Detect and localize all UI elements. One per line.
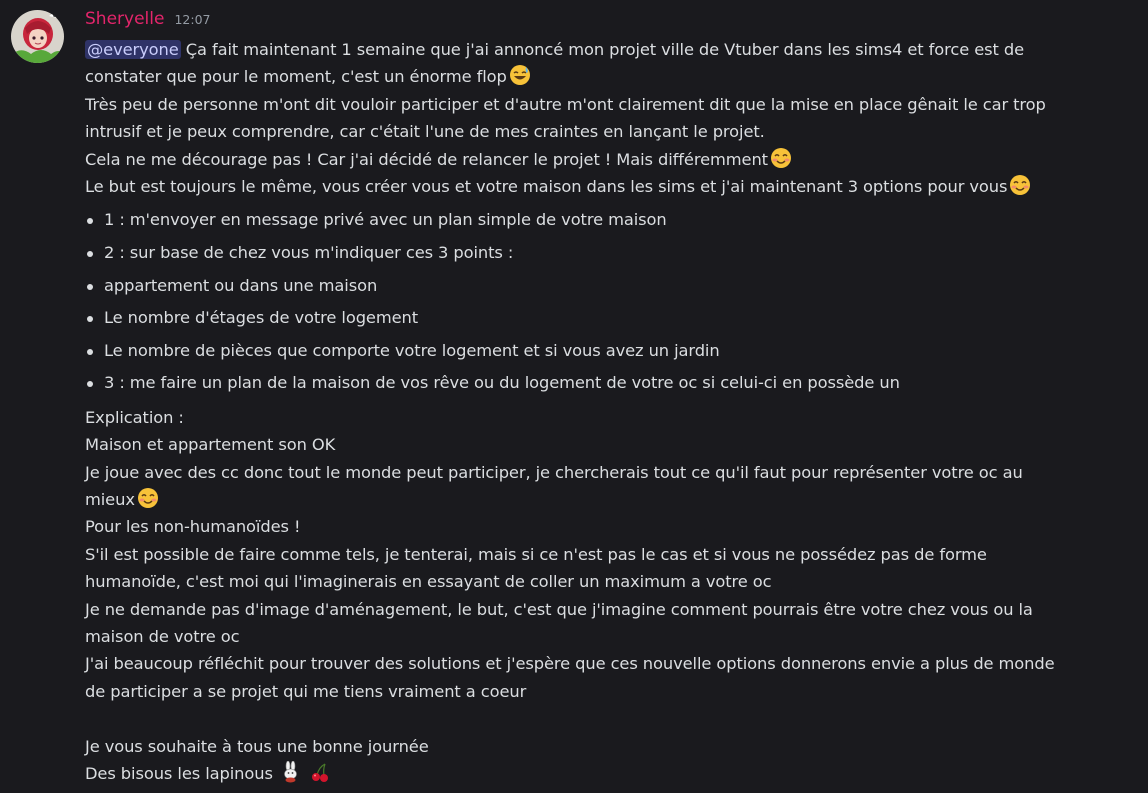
message-header [85,9,210,35]
sweat-smile-emoji-icon[interactable] [509,64,531,86]
list-item: Le nombre d'étages de votre logement [85,302,1135,335]
message-line [85,91,1135,118]
message-text: humanoïde, c'est moi qui l'imaginerais en essayant de coller un maximum a votre oc [85,572,772,592]
message-line [85,36,1135,63]
message-line [85,733,1135,760]
message-text: maison de votre oc [85,627,240,647]
message-text: Le but est toujours le même, vous créer vous et votre maison dans les sims et j'ai maintenant 3 options pour vous [85,176,1008,196]
message-content [85,36,1135,787]
message-text: Explication : [85,407,184,427]
message-line [85,173,1135,200]
message-text: Je ne demande pas d'image d'aménagement, le but, c'est que j'imagine comment pourrais être votre chez vous ou la [85,599,1033,619]
message-line [85,541,1135,568]
list-item: Le nombre de pièces que comporte votre logement et si vous avez un jardin [85,335,1135,368]
message-line [85,568,1135,595]
message-line [85,596,1135,623]
message-line [85,650,1135,677]
options-list [85,204,1135,400]
message-line [85,623,1135,650]
list-item: 1 : m'envoyer en message privé avec un plan simple de votre maison [85,204,1135,237]
message-line [85,486,1135,513]
blush-emoji-icon[interactable] [770,147,792,169]
blush-emoji-icon[interactable] [1009,174,1031,196]
message-line [85,678,1135,705]
message-text: Je vous souhaite à tous une bonne journée [85,736,429,756]
message-text: S'il est possible de faire comme tels, je tenterai, mais si ce n'est pas le cas et si vous ne possédez pas de forme [85,544,987,564]
message-text: Des bisous les lapinous [85,763,273,783]
message-text: intrusif et je peux comprendre, car c'était l'une de mes craintes en lançant le projet. [85,122,765,142]
cherries-emoji-icon[interactable] [309,761,331,783]
message-text: mieux [85,490,135,510]
message-line [85,404,1135,431]
list-item: 2 : sur base de chez vous m'indiquer ces 3 points : [85,237,1135,270]
message-text: constater que pour le moment, c'est un énorme flop [85,67,507,87]
everyone-mention[interactable]: @everyone [87,40,179,59]
message-text: J'ai beaucoup réfléchit pour trouver des solutions et j'espère que ces nouvelle options donnerons envie a plus de monde [85,654,1055,674]
message-text: Maison et appartement son OK [85,435,336,455]
message-line [85,513,1135,540]
message-line [85,760,1135,787]
message-text: Pour les non-humanoïdes ! [85,517,301,537]
message-line [85,146,1135,173]
message-line [85,63,1135,90]
blush-emoji-icon[interactable] [137,487,159,509]
avatar-icon[interactable] [11,10,64,63]
rabbit-emoji-icon[interactable] [280,761,302,783]
list-item: appartement ou dans une maison [85,270,1135,303]
timestamp[interactable]: 12:07 [174,12,211,27]
message-text: Je joue avec des cc donc tout le monde peut participer, je chercherais tout ce qu'il faut pour représenter votre oc au [85,462,1023,482]
username[interactable]: Sheryelle [85,9,165,29]
blank-line [85,705,1135,732]
message-text: de participer a se projet qui me tiens vraiment a coeur [85,681,527,701]
avatar-image [11,10,64,63]
message-line [85,118,1135,145]
message-text: Cela ne me décourage pas ! Car j'ai décidé de relancer le projet ! Mais différemment [85,149,768,169]
message-line [85,459,1135,486]
message-text: Très peu de personne m'ont dit vouloir participer et d'autre m'ont clairement dit que la mise en place gênait le car trop [85,94,1046,114]
message-line [85,431,1135,458]
list-item: 3 : me faire un plan de la maison de vos rêve ou du logement de votre oc si celui-ci en possède un [85,367,1135,400]
message-text: Ça fait maintenant 1 semaine que j'ai annoncé mon projet ville de Vtuber dans les sims4 et force est de [180,40,1025,59]
